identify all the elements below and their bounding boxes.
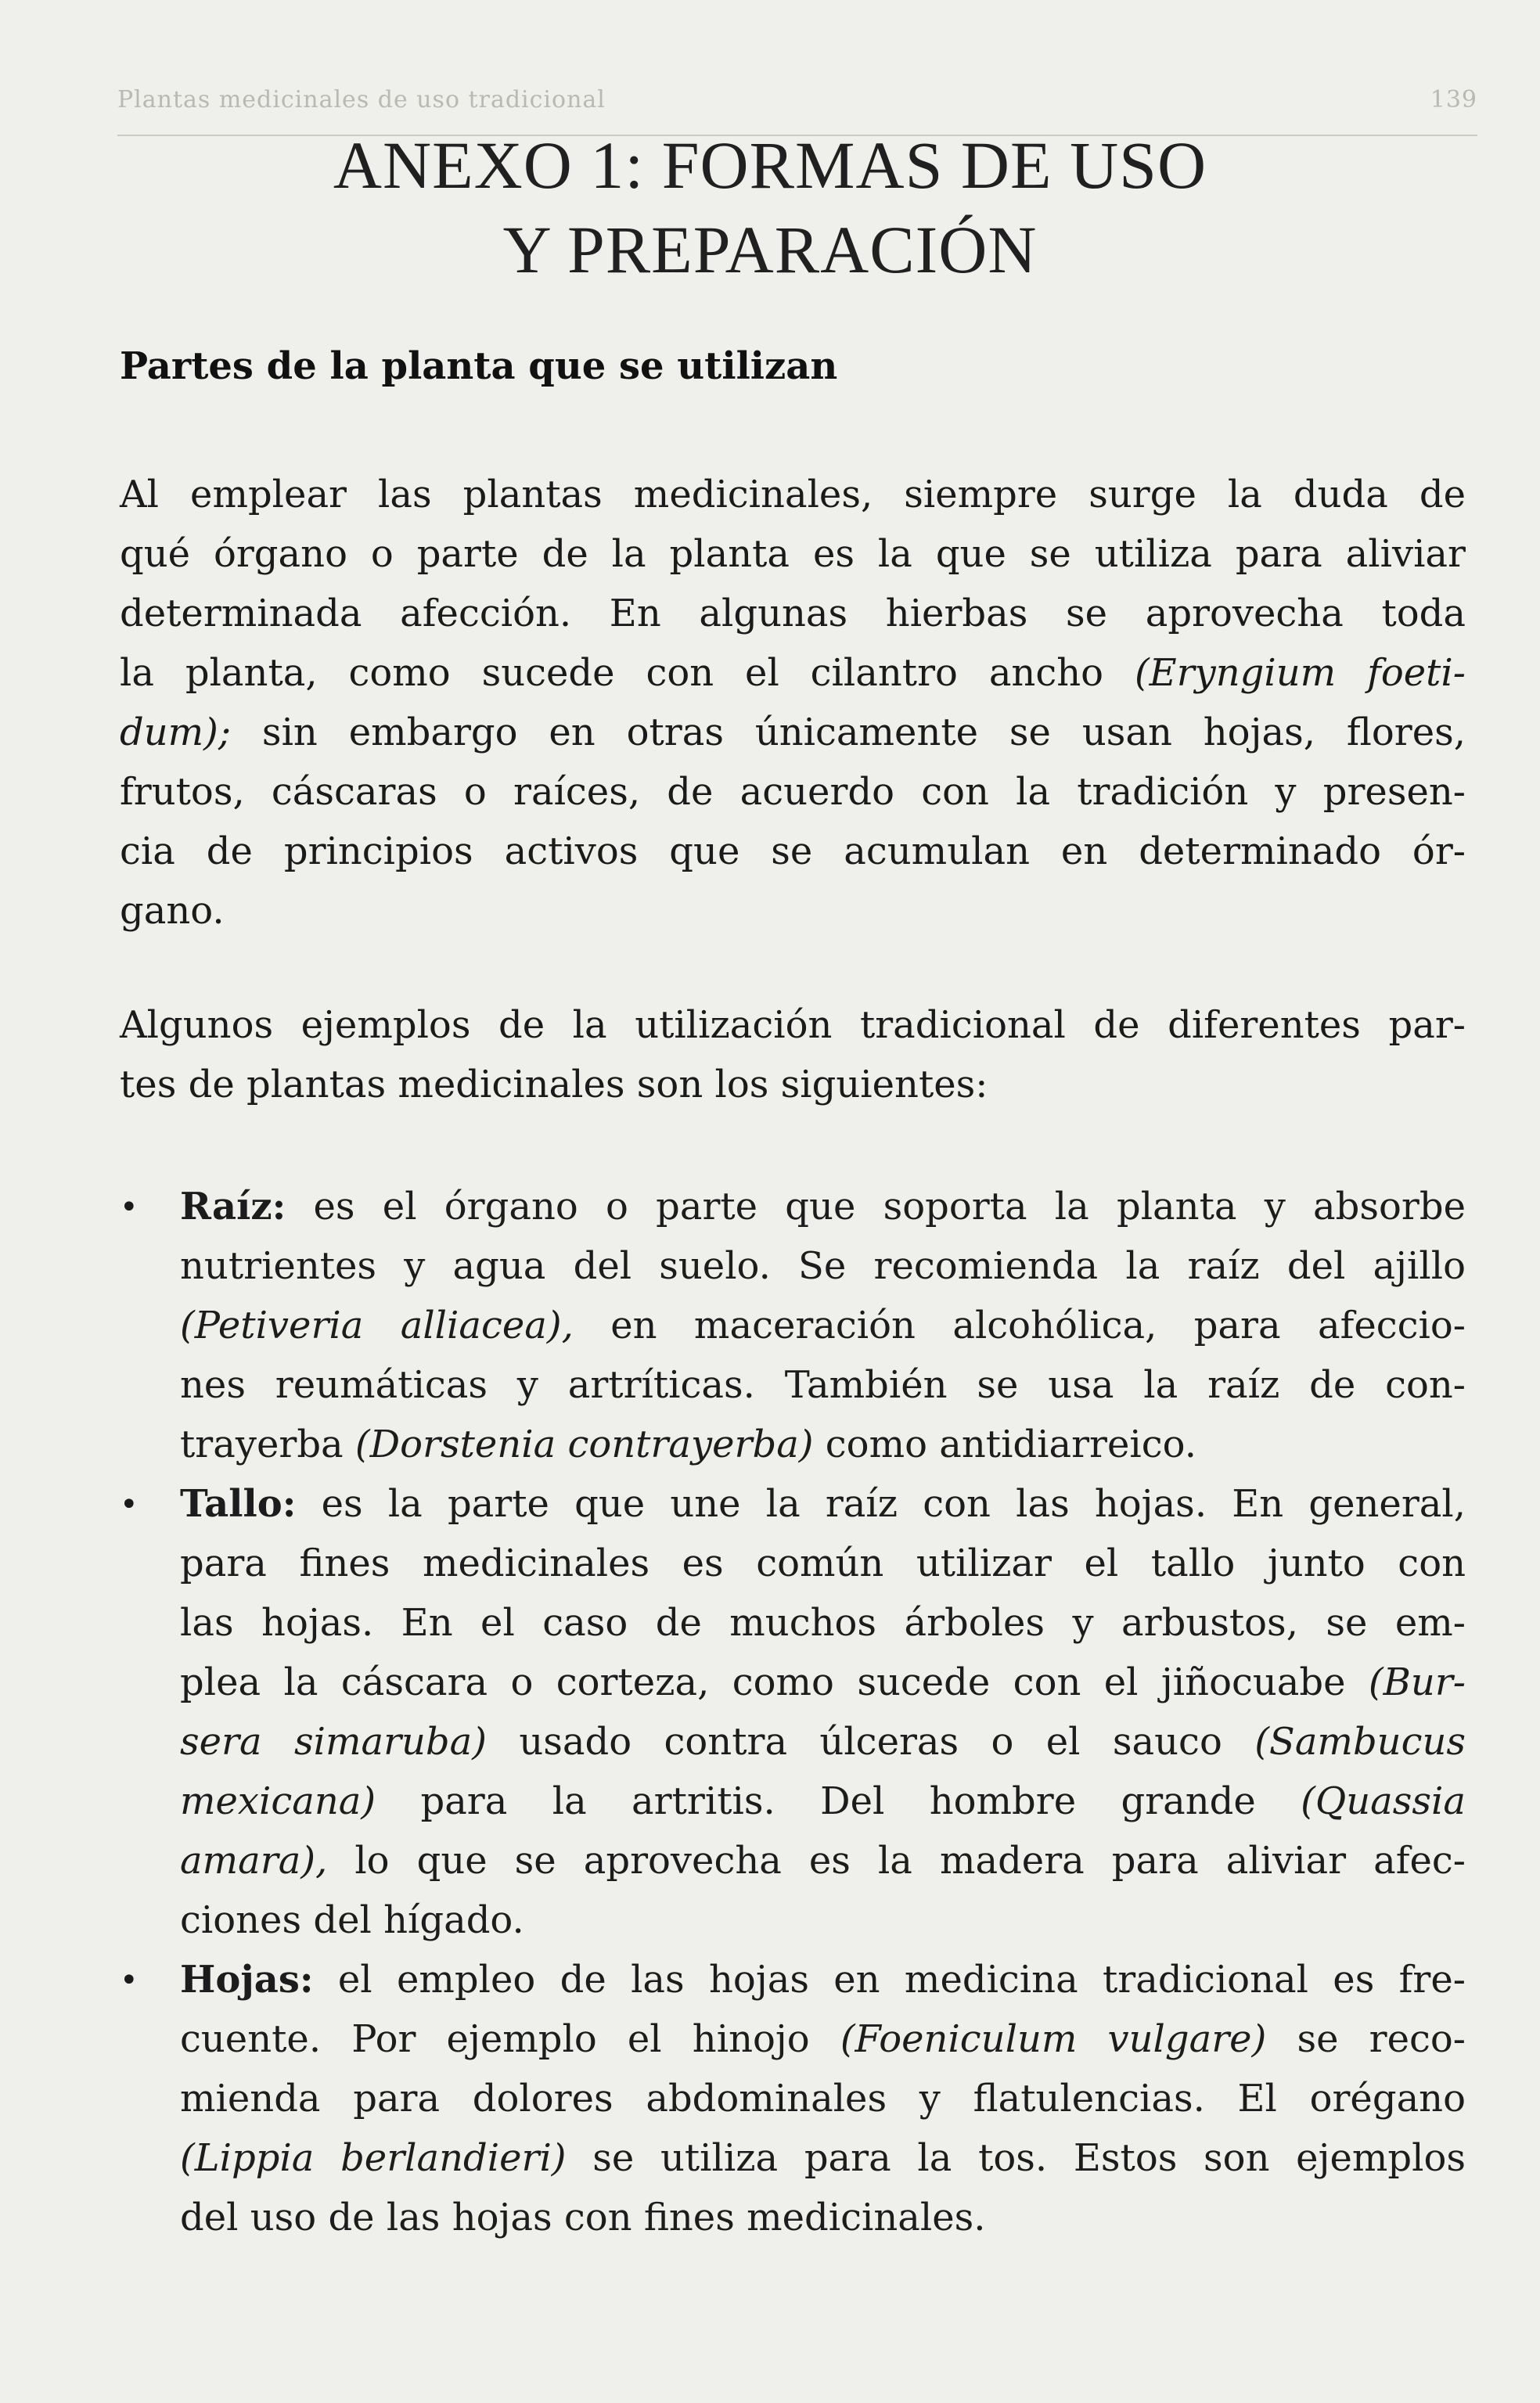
text-line: amara), lo que se aprovecha es la madera para aliviar afec- xyxy=(180,1839,1466,1883)
text-line: la planta, como sucede con el cilantro ancho (Eryngium foeti- xyxy=(120,651,1466,695)
text-line: plea la cáscara o corteza, como sucede con el jiñocuabe (Bur- xyxy=(180,1660,1466,1704)
text-line: (Lippia berlandieri) se utiliza para la tos. Estos son ejemplos xyxy=(180,2136,1466,2180)
text-line: Algunos ejemplos de la utilización tradicional de diferentes par- xyxy=(120,1003,1466,1047)
scientific-name: (Sambucus xyxy=(1254,1720,1466,1764)
bullet-icon: • xyxy=(120,1189,139,1225)
text-line: trayerba (Dorstenia contrayerba) como antidiarreico. xyxy=(180,1423,1196,1466)
scientific-name: (Dorstenia contrayerba) xyxy=(354,1423,814,1466)
text-line: del uso de las hojas con fines medicinales. xyxy=(180,2196,986,2239)
scientific-name: (Petiveria alliacea), xyxy=(180,1304,574,1347)
text-line: las hojas. En el caso de muchos árboles y arbustos, se em- xyxy=(180,1601,1466,1645)
text-line: (Petiveria alliacea), en maceración alcohólica, para afeccio- xyxy=(180,1304,1466,1347)
chapter-title-line-2: Y PREPARACIÓN xyxy=(502,212,1038,287)
text-line: Tallo: es la parte que une la raíz con las hojas. En general, xyxy=(180,1482,1466,1526)
text-line: dum); sin embargo en otras únicamente se usan hojas, flores, xyxy=(120,710,1466,754)
scientific-name: (Eryngium foeti- xyxy=(1134,651,1466,695)
list-item-body xyxy=(180,1950,1466,2247)
text-line: Hojas: el empleo de las hojas en medicina tradicional es fre- xyxy=(180,1958,1466,2002)
scientific-name: (Quassia xyxy=(1301,1779,1466,1823)
bullet-icon: • xyxy=(120,1487,139,1523)
bullet-icon: • xyxy=(120,1962,139,1998)
text-line: ciones del hígado. xyxy=(180,1898,524,1942)
term-label: Raíz: xyxy=(180,1185,286,1228)
text-line: tes de plantas medicinales son los siguientes: xyxy=(120,1063,988,1106)
text-line: Raíz: es el órgano o parte que soporta la planta y absorbe xyxy=(180,1185,1466,1228)
text-line: mexicana) para la artritis. Del hombre grande (Quassia xyxy=(180,1779,1466,1823)
text-line: sera simaruba) usado contra úlceras o el sauco (Sambucus xyxy=(180,1720,1466,1764)
text-line: frutos, cáscaras o raíces, de acuerdo con la tradición y presen- xyxy=(120,770,1466,814)
text-line: qué órgano o parte de la planta es la que se utiliza para aliviar xyxy=(120,532,1466,576)
scientific-name: sera simaruba) xyxy=(180,1720,488,1764)
term-label: Hojas: xyxy=(180,1958,314,2002)
section-heading: Partes de la planta que se utilizan xyxy=(120,344,838,388)
running-head-title: Plantas medicinales de uso tradicional xyxy=(117,86,606,113)
examples-paragraph xyxy=(120,995,1466,1114)
intro-paragraph xyxy=(120,465,1466,941)
chapter-title-line-1: ANEXO 1: FORMAS DE USO xyxy=(333,128,1207,203)
text-line: cuente. Por ejemplo el hinojo (Foeniculum vulgare) se reco- xyxy=(180,2017,1466,2061)
scientific-name: (Bur- xyxy=(1368,1660,1466,1704)
text-line: nes reumáticas y artríticas. También se usa la raíz de con- xyxy=(180,1363,1466,1407)
text-line: cia de principios activos que se acumulan en determinado ór- xyxy=(120,829,1466,873)
text-line: mienda para dolores abdominales y flatulencias. El orégano xyxy=(180,2077,1466,2121)
text-line: para fines medicinales es común utilizar el tallo junto con xyxy=(180,1541,1466,1585)
text-line: Al emplear las plantas medicinales, siempre surge la duda de xyxy=(120,473,1466,516)
text-line: nutrientes y agua del suelo. Se recomienda la raíz del ajillo xyxy=(180,1244,1466,1288)
running-head xyxy=(117,86,1477,113)
list-item-body xyxy=(180,1474,1466,1950)
scientific-name: mexicana) xyxy=(180,1779,376,1823)
scientific-name: (Foeniculum vulgare) xyxy=(840,2017,1267,2061)
page-number: 139 xyxy=(1430,86,1477,113)
term-label: Tallo: xyxy=(180,1482,297,1526)
text-line: gano. xyxy=(120,889,225,933)
text-line: determinada afección. En algunas hierbas se aprovecha toda xyxy=(120,592,1466,635)
scientific-name: (Lippia berlandieri) xyxy=(180,2136,567,2180)
list-item-body xyxy=(180,1177,1466,1474)
scientific-name: dum); xyxy=(120,710,232,754)
scientific-name: amara), xyxy=(180,1839,328,1883)
